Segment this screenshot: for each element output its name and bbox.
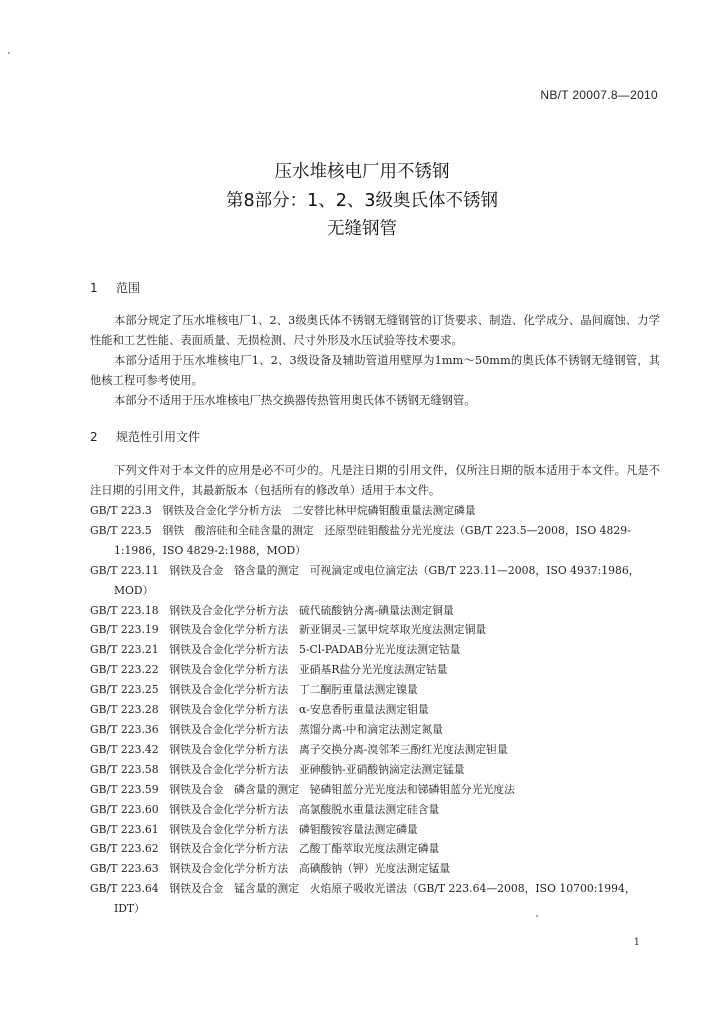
- reference-item: GB/T 223.62 钢铁及合金化学分析方法 乙酸丁酯萃取光度法测定磷量: [90, 842, 440, 856]
- title-line-3: 无缝钢管: [327, 219, 397, 239]
- scope-paragraph-3: 本部分不适用于压水堆核电厂热交换器传热管用奥氏体不锈钢无缝钢管。: [114, 394, 476, 407]
- reference-item: GB/T 223.25 钢铁及合金化学分析方法 丁二酮肟重量法测定镍量: [90, 683, 418, 697]
- section-2-number: 2: [90, 430, 98, 444]
- title-line-1: 压水堆核电厂用不锈钢: [274, 162, 450, 182]
- title-line-2: 第8部分：1、2、3级奥氏体不锈钢: [225, 191, 499, 211]
- section-2-title: 规范性引用文件: [116, 430, 201, 444]
- reference-item: GB/T 223.22 钢铁及合金化学分析方法 亚硝基R盐分光光度法测定钴量: [90, 663, 448, 677]
- reference-item: GB/T 223.18 钢铁及合金化学分析方法 硫代硫酸钠分离-碘量法测定铜量: [90, 603, 454, 617]
- references-intro: 下列文件对于本文件的应用是必不可少的。凡是注日期的引用文件，仅所注日期的版本适用于本文件。凡是不注日期的引用文件，其最新版本（包括所有的修改单）适用于本文件。: [90, 464, 660, 497]
- page-number: 1: [633, 937, 640, 948]
- standard-code: NB/T 20007.8—2010: [540, 88, 658, 102]
- section-1-title: 范围: [116, 281, 141, 295]
- reference-item: GB/T 223.19 钢铁及合金化学分析方法 新亚铜灵-三氯甲烷萃取光度法测定铜量: [90, 623, 487, 637]
- section-1-body: [90, 311, 660, 411]
- reference-item: GB/T 223.61 钢铁及合金化学分析方法 磷钼酸铵容量法测定磷量: [90, 822, 418, 836]
- section-2-heading: [90, 428, 200, 445]
- section-2-intro: [90, 461, 660, 501]
- reference-item: GB/T 223.60 钢铁及合金化学分析方法 高氯酸脱水重量法测定硅含量: [90, 802, 440, 816]
- reference-item: GB/T 223.42 钢铁及合金化学分析方法 离子交换分离-溴邻苯三酚红光度法测定钽量: [90, 742, 508, 756]
- reference-item: GB/T 223.21 钢铁及合金化学分析方法 5-Cl-PADAB分光光度法测定钴量: [90, 643, 461, 657]
- reference-list: [90, 501, 660, 919]
- scan-speck: [536, 915, 538, 917]
- scan-speck: [8, 52, 10, 54]
- reference-item: GB/T 223.11 钢铁及合金 铬含量的测定 可视滴定或电位滴定法（GB/T 223.11—2008，ISO 4937:1986，MOD）: [90, 563, 640, 597]
- reference-item: GB/T 223.58 钢铁及合金化学分析方法 亚砷酸钠-亚硝酸钠滴定法测定锰量: [90, 762, 465, 776]
- section-1-number: 1: [90, 281, 98, 295]
- reference-item: GB/T 223.63 钢铁及合金化学分析方法 高碘酸钠（钾）光度法测定锰量: [90, 862, 451, 876]
- reference-item: GB/T 223.36 钢铁及合金化学分析方法 蒸馏分离-中和滴定法测定氮量: [90, 722, 443, 736]
- scope-paragraph-1: 本部分规定了压水堆核电厂1、2、3级奥氏体不锈钢无缝钢管的订货要求、制造、化学成分、晶间腐蚀、力学性能和工艺性能、表面质量、无损检测、尺寸外形及水压试验等技术要求。: [90, 314, 660, 347]
- section-1-heading: [90, 279, 140, 296]
- reference-item: GB/T 223.28 钢铁及合金化学分析方法 α-安息香肟重量法测定钼量: [90, 703, 429, 717]
- reference-item: GB/T 223.5 钢铁 酸溶硅和全硅含量的测定 还原型硅钼酸盐分光光度法（GB/T 223.5—2008，ISO 4829-1:1986，ISO 4829-2:1988，MOD）: [90, 523, 631, 557]
- scope-paragraph-2: 本部分适用于压水堆核电厂1、2、3级设备及辅助管道用壁厚为1mm～50mm的奥氏体不锈钢无缝钢管，其他核工程可参考使用。: [90, 354, 660, 387]
- reference-item: GB/T 223.59 钢铁及合金 磷含量的测定 铋磷钼蓝分光光度法和锑磷钼蓝分光光度法: [90, 782, 515, 796]
- reference-item: GB/T 223.3 钢铁及合金化学分析方法 二安替比林甲烷磷钼酸重量法测定磷量: [90, 504, 476, 517]
- reference-item: GB/T 223.64 钢铁及合金 锰含量的测定 火焰原子吸收光谱法（GB/T 223.64—2008，ISO 10700:1994，IDT）: [90, 882, 636, 916]
